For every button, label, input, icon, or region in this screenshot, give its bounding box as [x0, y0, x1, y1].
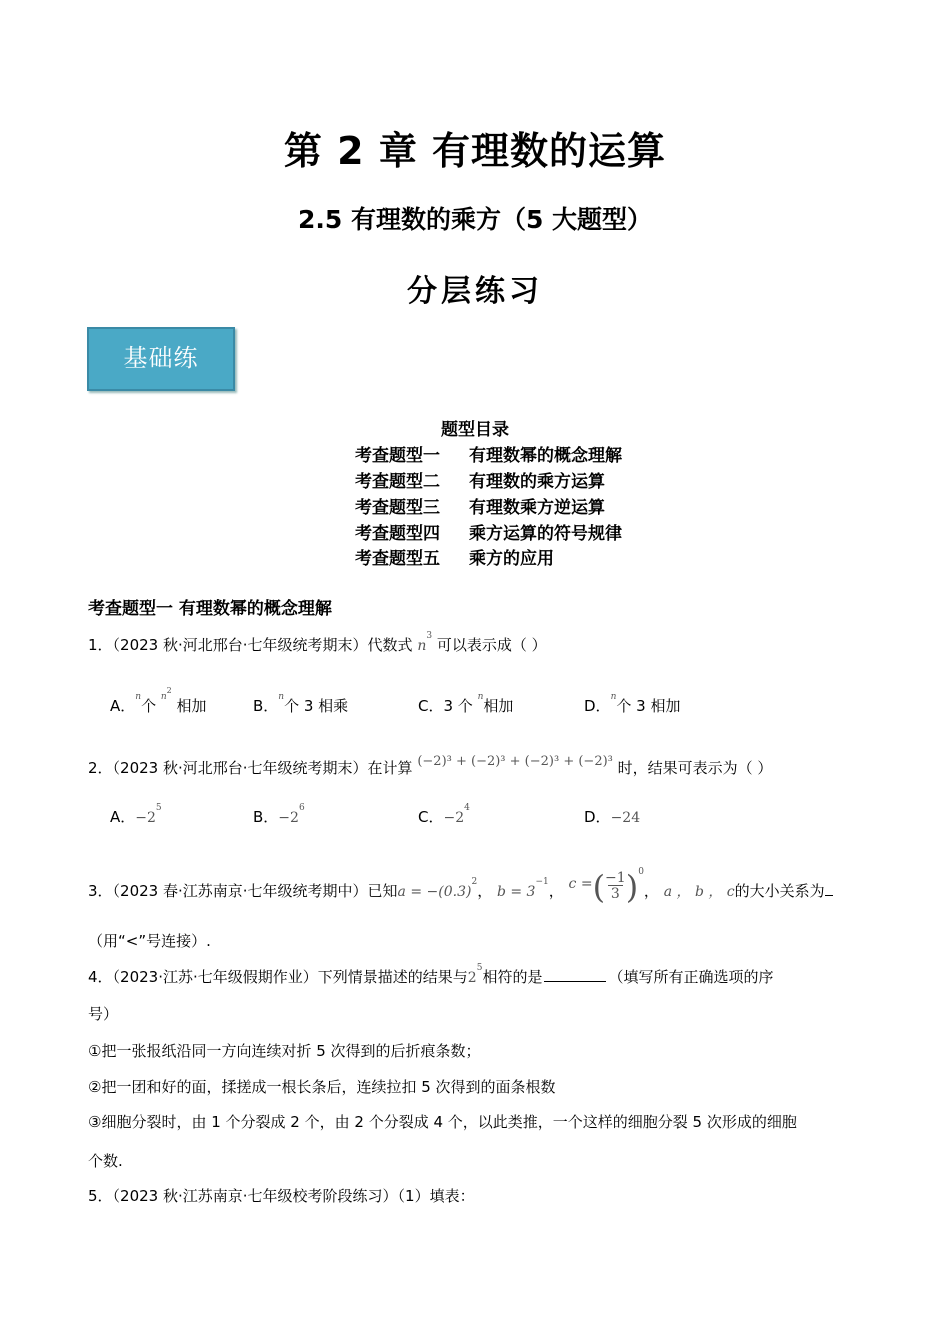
toc-item: 考查题型三 有理数乘方逆运算 [355, 498, 605, 518]
toc-item: 考查题型五 乘方的应用 [355, 549, 554, 569]
q1-option-a: A．$^n$个 $^{n2}$ 相加 [110, 686, 207, 715]
q1-option-c: C．3 个 $^n$相加 [418, 692, 514, 715]
toc-item: 考查题型四 乘方运算的符号规律 [355, 524, 622, 544]
q2-option-c: C．$-2^4$ [418, 803, 470, 826]
q2-option-b: B．$-2^6$ [253, 803, 305, 826]
question-4: 4．（2023·江苏·七年级假期作业）下列情景描述的结果与$2^5$相符的是 （填写所有正确选项的序 [88, 963, 774, 986]
question-4-line2: 号） [88, 1005, 119, 1023]
question-3-line2: （用“<”号连接）. [88, 932, 211, 950]
page-subtitle: 分层练习 [407, 274, 543, 309]
question-2: 2．（2023 秋·河北邢台·七年级统考期末）在计算 (−2)³ + (−2)³ + (−2)³ + (−2)³ 时，结果可表示为（ ） [88, 754, 773, 777]
question-3: 3．（2023 春·江苏南京·七年级统考期中）已知$a = -(0.3)^2$， $b = 3^{-1}$， c =(−1 3 )$^0$， a ， b ， c的大小关系为 [88, 866, 833, 908]
q2-option-a: A．$-2^5$ [110, 803, 162, 826]
q4-item: 个数. [88, 1152, 123, 1170]
q4-item: ③细胞分裂时，由 1 个分裂成 2 个，由 2 个分裂成 4 个，以此类推，一个这样的细胞分裂 5 次形成的细胞 [88, 1113, 797, 1131]
q1-option-b: B．$^n$个 3 相乘 [253, 692, 349, 715]
toc-item: 考查题型二 有理数的乘方运算 [355, 472, 605, 492]
toc-item: 考查题型一 有理数幂的概念理解 [355, 446, 622, 466]
question-5: 5．（2023 秋·江苏南京·七年级校考阶段练习）（1）填表： [88, 1187, 475, 1205]
q1-option-d: D．$^n$个 3 相加 [584, 692, 681, 715]
q4-item: ②把一团和好的面，揉搓成一根长条后，连续拉扣 5 次得到的面条根数 [88, 1078, 556, 1096]
answer-blank[interactable] [544, 969, 606, 982]
section-title: 2.5 有理数的乘方（5 大题型） [297, 205, 653, 234]
level-badge: 基础练 [87, 327, 235, 391]
q4-item: ①把一张报纸沿同一方向连续对折 5 次得到的后折痕条数； [88, 1042, 481, 1060]
q2-option-d: D．−24 [584, 808, 641, 826]
chapter-title: 第 2 章 有理数的运算 [283, 129, 667, 173]
toc-title: 题型目录 [441, 420, 509, 440]
question-1: 1．（2023 秋·河北邢台·七年级统考期末）代数式 $n^3$ 可以表示成（ ） [88, 631, 547, 654]
section-heading: 考查题型一 有理数幂的概念理解 [88, 599, 332, 619]
